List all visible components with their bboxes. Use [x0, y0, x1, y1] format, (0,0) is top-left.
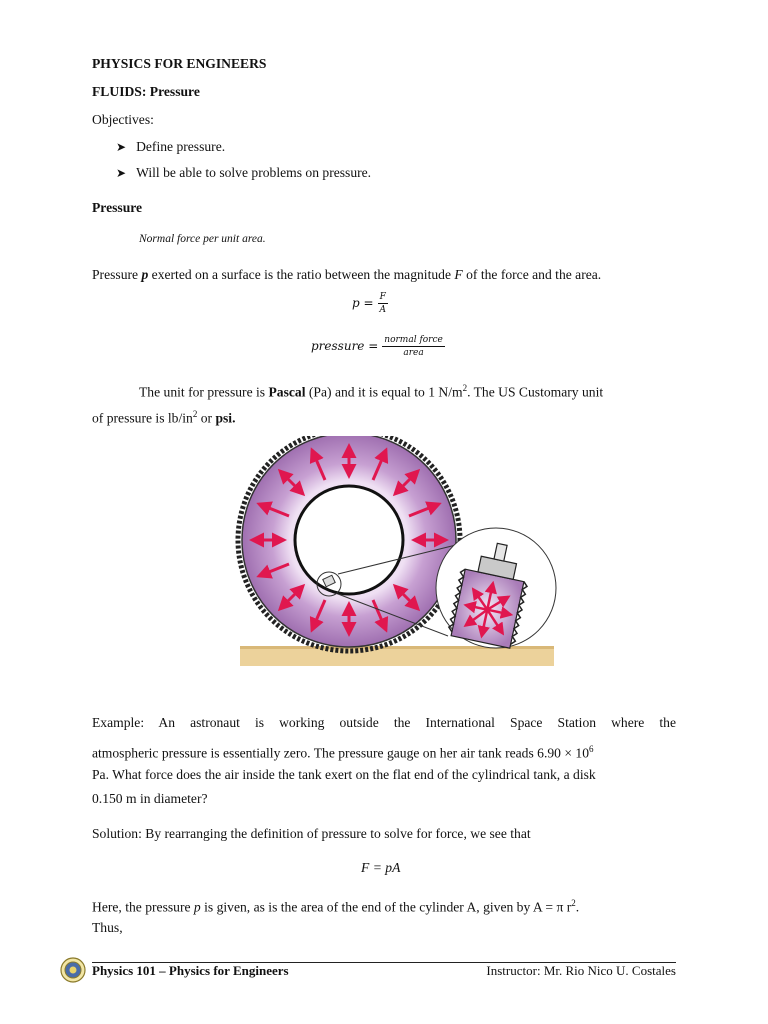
arrowhead-bullet-icon: ➤	[116, 166, 127, 180]
tire-rim-hole	[295, 486, 403, 594]
university-seal-icon	[60, 957, 86, 983]
numerator: F	[379, 292, 386, 302]
superscript: 2	[462, 383, 468, 393]
topic-title: FLUIDS: Pressure	[92, 84, 200, 99]
fraction	[378, 291, 388, 316]
unit-text: or	[197, 410, 216, 426]
objective-text: Will be able to solve problems on pressure.	[136, 165, 372, 180]
superscript: 2	[192, 409, 198, 419]
example-line2	[92, 739, 676, 764]
footer-instructor: Instructor: Mr. Rio Nico U. Costales	[486, 963, 676, 978]
equation-force: F = pA	[361, 860, 401, 875]
solution-line2	[92, 893, 579, 918]
unit-psi: psi.	[215, 410, 236, 426]
pressure-intro	[92, 265, 601, 285]
unit-text: (Pa) and it is equal to 1 N/m	[305, 384, 463, 400]
intro-text: exerted on a surface is the ratio between the magnitude	[148, 267, 455, 282]
tire-pressure-illustration	[232, 436, 562, 670]
solution-line1: Solution: By rearranging the definition of pressure to solve for force, we see that	[92, 826, 531, 841]
arrowhead-bullet-icon: ➤	[116, 140, 127, 154]
ground-slab	[240, 648, 554, 666]
equation-lhs: pressure =	[311, 339, 379, 353]
symbol-p: p	[141, 267, 149, 282]
unit-pascal: Pascal	[268, 384, 306, 400]
solution-text: is given, as is the area of the end of the cylinder A, given by A = π r	[200, 899, 572, 915]
superscript: 2	[571, 898, 576, 908]
solution-text: .	[575, 899, 580, 915]
example-text: atmospheric pressure is essentially zero. The pressure gauge on her air tank reads 6.90 × 10	[92, 745, 590, 761]
objective-item	[116, 137, 225, 157]
denominator: A	[379, 305, 386, 315]
example-line1: Example: An astronaut is working outside the International Space Station where the	[92, 715, 676, 730]
equation-pressure-definition	[311, 334, 445, 359]
unit-paragraph-line2	[92, 404, 235, 429]
solution-line3: Thus,	[92, 920, 123, 935]
denominator: area	[403, 348, 424, 358]
course-title: PHYSICS FOR ENGINEERS	[92, 56, 267, 71]
example-line4: 0.150 m in diameter?	[92, 791, 208, 806]
footer-course: Physics 101 – Physics for Engineers	[92, 963, 289, 978]
example-line3: Pa. What force does the air inside the tank exert on the flat end of the cylindrical tank, a disk	[92, 767, 596, 782]
fraction	[382, 334, 445, 359]
section-heading-pressure: Pressure	[92, 200, 143, 215]
equation-p-equals-f-over-a	[352, 291, 388, 316]
objective-text: Define pressure.	[136, 139, 226, 154]
objective-item	[116, 163, 371, 183]
solution-text: Here, the pressure	[92, 899, 194, 915]
intro-text: of the force and the area.	[462, 267, 602, 282]
unit-text: . The US Customary unit	[467, 384, 604, 400]
objectives-label: Objectives:	[92, 112, 154, 127]
intro-text: Pressure	[92, 267, 142, 282]
numerator: normal force	[384, 335, 443, 345]
unit-paragraph-line1	[139, 378, 603, 403]
equation-lhs: p =	[352, 296, 374, 310]
symbol-p: p	[193, 899, 201, 915]
pressure-definition: Normal force per unit area.	[139, 233, 266, 245]
superscript: 6	[589, 744, 594, 754]
unit-text: The unit for pressure is	[139, 384, 269, 400]
unit-text: of pressure is lb/in	[92, 410, 193, 426]
symbol-F: F	[454, 267, 463, 282]
